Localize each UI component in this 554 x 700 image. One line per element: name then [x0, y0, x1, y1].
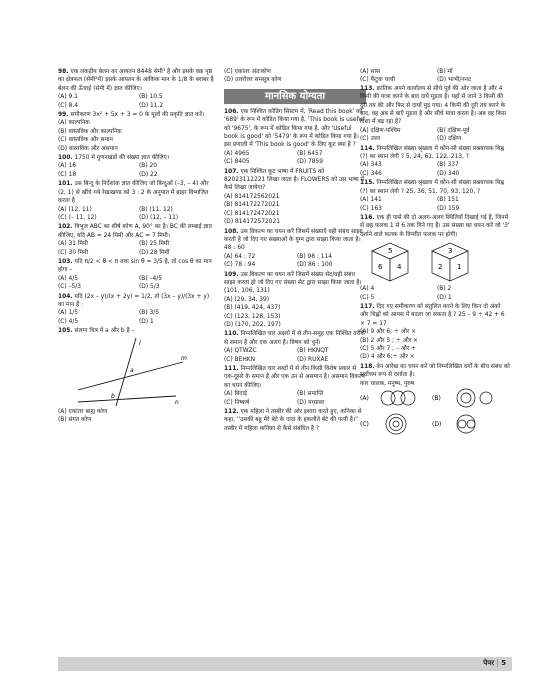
- option-b[interactable]: (B) 337: [437, 162, 459, 169]
- option-d[interactable]: (D) वास्तविक और असमान: [58, 145, 118, 152]
- options: [58, 93, 216, 110]
- question-105: [58, 327, 216, 424]
- question-number: 116.: [360, 214, 375, 221]
- question-103: [58, 258, 216, 292]
- question-number: 117.: [360, 303, 375, 310]
- question-number: 114.: [360, 145, 375, 152]
- options: [224, 390, 366, 407]
- option-b[interactable]: (B) 25 मिमी: [139, 241, 169, 248]
- paper-label: पेपर: [483, 659, 495, 667]
- options: [360, 161, 510, 178]
- question-118: [360, 363, 510, 436]
- option-c[interactable]: (C) 30 मिमी: [58, 249, 89, 256]
- option-c[interactable]: (C) 78 : 94: [224, 262, 256, 269]
- question-text: क्रांतिक अपने कार्यालय से सीधे पूर्व की ओर जाता है और 4 किमी की यात्रा करने के बाद दायें मुड़ता है। यहाँ से जाने 3 किमी की दूरी तय की और फिर से दायाँ मुड़ गया। 4 किमी की दूरी तय करने के बाद, वह अब से बाएँ मुड़ता है और सीधे यात्रा करता है। अब वह किस दिशा में बढ़ रहा है?: [360, 85, 506, 126]
- page-number: 5: [501, 659, 506, 667]
- line-n: [78, 396, 176, 402]
- option-b[interactable]: (B) HKNQT: [297, 348, 329, 355]
- label-a: a: [130, 366, 134, 374]
- question-number: 102.: [58, 224, 73, 231]
- option-c[interactable]: (C) उत्तर: [360, 136, 381, 143]
- question-102: [58, 223, 216, 257]
- option-d[interactable]: (D) मध्यावर: [297, 399, 325, 406]
- question-117: [360, 303, 510, 362]
- label-b: b: [111, 392, 115, 400]
- question-number: 112.: [224, 409, 239, 416]
- option-d[interactable]: (D) 340: [437, 170, 460, 177]
- option-b[interactable]: (B) संगत कोण: [58, 417, 92, 423]
- option-d[interactable]: (D) 22: [139, 171, 158, 178]
- question-114: [360, 145, 510, 179]
- carryover-options: [360, 68, 510, 85]
- option-a[interactable]: (A) (12, 11): [58, 206, 92, 213]
- option-b[interactable]: (B) 10.5: [139, 94, 163, 101]
- question-text: वेन आरेख का चयन करें जो निम्नलिखित वर्गों के बीच संबंध को सर्वोत्तम रूप से दर्शाता है।: [360, 363, 510, 379]
- question-text: समीकरण 3x² + 5x + 3 = 0 के मूलों की प्रकृति ज्ञात करें।: [70, 112, 205, 119]
- column-1: [58, 68, 216, 425]
- option-a[interactable]: (A) विदाई: [224, 391, 247, 398]
- question-98: [58, 68, 216, 110]
- option-d[interactable]: (D) 7859: [297, 159, 323, 166]
- option-a[interactable]: (A) 9 और 6; ÷ और ×: [360, 329, 417, 336]
- options: [360, 127, 510, 144]
- die-1-left: 6: [378, 263, 383, 272]
- options: [58, 275, 216, 292]
- option-d[interactable]: (D) RUXAE: [297, 356, 329, 363]
- question-109: [224, 271, 366, 330]
- question-text: संलग्न चित्र में a और b है –: [74, 328, 135, 335]
- option-b[interactable]: (B) 2: [437, 286, 452, 293]
- die-1-right: 4: [397, 263, 402, 272]
- option-b[interactable]: (B) 20: [139, 163, 158, 170]
- question-104: [58, 293, 216, 327]
- option-b[interactable]: (B) (419, 424, 437): [224, 305, 281, 312]
- question-text: निम्नलिखित चार अक्षरों में से तीन-समूह एक निश्चित तरीके से समान हैं और एक अलग है। विषम को चुनें।: [224, 331, 366, 346]
- option-a[interactable]: (A) 4: [360, 286, 375, 293]
- option-d[interactable]: (D) 814172572021: [224, 219, 280, 226]
- venn-diagram-a[interactable]: [381, 391, 415, 405]
- option-d[interactable]: (D) दक्षिण: [437, 136, 462, 143]
- question-text: 1750 में गुणनखंडों की संख्या ज्ञात कीजिए।: [74, 155, 170, 162]
- option-c[interactable]: (C) 5: [360, 294, 375, 301]
- venn-diagram-b[interactable]: [457, 389, 492, 407]
- question-110: [224, 330, 366, 364]
- options: [224, 296, 366, 330]
- option-c[interactable]: (C) 5 और 7 ; – और +: [360, 345, 417, 352]
- option-b[interactable]: (B) 2 और 5 ; ÷ और ×: [360, 337, 418, 344]
- question-text: निम्नलिखित चार शब्दों में से तीन किसी विशेष प्रकार से एक-दूसरे के समान हैं और एक उन से असमान है। असमान विकल्प का चयन कीजिए।: [224, 366, 365, 389]
- option-c[interactable]: (C) 346: [360, 170, 382, 177]
- option-b[interactable]: (B) 98 : 114: [297, 253, 332, 260]
- question-number: 118.: [360, 363, 375, 370]
- option-a[interactable]: (A) 16: [58, 163, 76, 170]
- venn-option-c-label[interactable]: (C): [360, 421, 369, 428]
- question-number: 101.: [58, 181, 73, 188]
- option-d[interactable]: (D) 4 और 6;÷ और ×: [360, 354, 415, 361]
- question-text: उस विकल्प का चयन करें जिसमें संख्याएँ वही संबंध साझा करती है जो दिए गए संख्याओं के युग्म द्वारा साझा किया जाता है। 48 : 60: [224, 228, 363, 252]
- option-c[interactable]: (C) निष्कर्ष: [224, 399, 250, 406]
- option-a[interactable]: (A) 9.1: [58, 94, 78, 101]
- question-107: [224, 168, 366, 227]
- options: [58, 162, 216, 179]
- question-number: 104.: [58, 293, 73, 300]
- options: [58, 309, 216, 326]
- question-111: [224, 365, 366, 407]
- option-b[interactable]: (B) दक्षिण-पूर्व: [437, 127, 470, 134]
- question-116: [360, 214, 510, 302]
- option-d[interactable]: (D) 5/3: [139, 284, 160, 291]
- question-number: 115.: [360, 180, 375, 187]
- option-a[interactable]: (A) (29, 34, 39): [224, 296, 270, 303]
- option-c[interactable]: (C) 163: [360, 205, 382, 212]
- option-a[interactable]: (A) 1/5: [58, 310, 78, 317]
- section-heading: मानसिक योग्यता: [224, 89, 366, 104]
- question-number: 111.: [224, 366, 239, 372]
- options: [360, 285, 510, 302]
- venn-options-figure: [360, 388, 510, 436]
- option-a[interactable]: (A) काल्पनिक: [58, 120, 90, 127]
- option-c[interactable]: (C) (– 11, 12): [58, 214, 97, 221]
- question-106: [224, 108, 366, 167]
- question-subtext: कार चालक, मनुष्य, पुरुष: [360, 380, 415, 387]
- option-b[interactable]: (B) 3/5: [139, 310, 159, 317]
- question-text: एक लकड़ीय बेलन का आयतन 8448 सेमी³ है और इसके वक्र पृष्ठ का क्षेत्रफल (सेमी²में) इसके आयतन के आंकिक मान के 1/8 के बराबर है बेलन की ऊँचाई (सेमी में) ज्ञात कीजिए।: [58, 69, 214, 92]
- options: [58, 206, 216, 223]
- option-c[interactable]: (C) 18: [58, 171, 77, 178]
- die-1: [372, 243, 408, 281]
- question-text: उस विकल्प का चयन करें जिसमें संख्या सेट/वही संबंध साझा करता हो जो दिए गए संख्या सेट द्वारा साझा किया जाता है। (101, 106, 131): [224, 271, 362, 295]
- options: [224, 253, 366, 270]
- question-100: [58, 154, 216, 179]
- venn-option-b-label[interactable]: (B): [432, 395, 441, 402]
- question-text: एक ही पासे की दो अलग-अलग स्थितियाँ दिखाई गई हैं, जिनमें से छह फलक 1 से 6 तक गिने गए हैं। उस संख्या का चयन करें जो '3' दर्शाने वाले फलक के विपरीत फलक पर होगी।: [360, 214, 510, 238]
- question-text: दिए गए समीकरण को संतुलित करने के लिए किन दो अंकों और चिह्नों को आपस में बदला जा सकता है ? 25 – 9 ÷ 42 + 6 × 7 = 17: [360, 303, 505, 327]
- question-text: उस बिन्दु के निर्देशांक ज्ञात कीजिए जो बिन्दुओं (–3, – 4) और (2, 1) से खींचे गये रेखाखण्ड को 3 : 2 के अनुपात में बाहर विभाजित करता है: [58, 181, 209, 205]
- question-number: 103.: [58, 258, 73, 265]
- question-number: 107.: [224, 168, 239, 175]
- option-c[interactable]: (C) फैंटुक चाची: [360, 77, 396, 84]
- question-text: एक निश्चित कोडिंग सिस्टम में, 'Read this book' को '689' के रूप में कोडित किया गया है, 'This book is useful' को '9675', के रूप में कोडित किया गया है, और 'Useful book is good' को '5479' के रूप में कोडित किया गया है। इस प्रणाली में 'This book is good' के लिए कूट क्या है ?: [224, 108, 366, 149]
- option-b[interactable]: (B) 6457: [297, 150, 323, 157]
- option-b[interactable]: (B) (11, 12): [139, 206, 173, 213]
- question-number: 113.: [360, 85, 375, 92]
- label-n: n: [175, 398, 179, 406]
- question-text: यदि π/2 < θ < π तथा sin θ = 3/5 है, तो cos θ का मान होगा –: [58, 258, 212, 274]
- options: [224, 150, 366, 167]
- options: [360, 196, 510, 213]
- option-d[interactable]: (D) 86 : 100: [297, 262, 333, 269]
- question-113: [360, 85, 510, 144]
- footer-separator: [497, 659, 498, 667]
- page-footer: [58, 657, 512, 671]
- option-b[interactable]: (B) 151: [437, 197, 459, 204]
- option-c[interactable]: (C) 8405: [224, 159, 250, 166]
- options: [224, 193, 366, 227]
- option-d[interactable]: (D) भाभी/ननद: [437, 77, 471, 84]
- die-1-top: 5: [388, 247, 393, 256]
- option-b[interactable]: (B) समाप्ति: [297, 391, 324, 398]
- footer-label: [483, 659, 506, 668]
- option-d[interactable]: (D) 28 मिमी: [139, 249, 170, 256]
- label-m: m: [181, 354, 187, 362]
- option-b[interactable]: (B) वास्तविक और काल्पनिक: [58, 128, 122, 135]
- option-c[interactable]: (C) 814172472021: [224, 210, 280, 217]
- question-99: [58, 111, 216, 153]
- option-d[interactable]: (D) (170, 202, 197): [224, 321, 281, 328]
- options: [58, 119, 216, 153]
- venn-option-d-label[interactable]: (D): [432, 421, 442, 428]
- question-text: निम्नलिखित संख्या श्रृंखला में कौन-सी संख्या प्रश्नवाचक चिह्न (?) का स्थान लेगी ? 5, 24, 61, 122, 213, ?: [360, 145, 505, 161]
- option-c[interactable]: (C) वास्तविक और समान: [58, 137, 113, 144]
- option-b[interactable]: (B) –4/5: [139, 275, 162, 282]
- die-2: [432, 243, 468, 281]
- option-d[interactable]: (D) 1: [139, 318, 154, 325]
- option-a[interactable]: (A) सास: [360, 69, 380, 75]
- die-2-left: 2: [438, 263, 443, 272]
- option-d[interactable]: (D) उत्तरोत्तर समसूत्र कोण: [224, 77, 282, 84]
- question-number: 108.: [224, 228, 239, 235]
- option-c[interactable]: (C) (123, 128, 153): [224, 313, 281, 320]
- question-101: [58, 180, 216, 222]
- option-c[interactable]: (C) –5/3: [58, 284, 82, 291]
- option-a[interactable]: (A) एकांतर बाह्य कोण: [58, 408, 108, 415]
- option-a[interactable]: (A) 64 : 72: [224, 253, 256, 260]
- question-number: 100.: [58, 155, 73, 162]
- dice-figure: [360, 239, 500, 285]
- venn-option-a-label[interactable]: (A): [360, 395, 369, 402]
- die-2-right: 1: [457, 263, 462, 272]
- option-b[interactable]: (B) 814172272021: [224, 202, 280, 209]
- option-a[interactable]: (A) 4965: [224, 150, 250, 157]
- option-c[interactable]: (C) BEHKN: [224, 356, 256, 363]
- option-a[interactable]: (A) 343: [360, 162, 382, 169]
- question-text: निम्नलिखित संख्या श्रृंखला में कौन-सी संख्या प्रश्नवाचक चिह्न (?) का स्थान लेगी ? 25, 36, 51, 70, 93, 120, ?: [360, 180, 505, 195]
- option-a[interactable]: (A) QTWZC: [224, 348, 257, 355]
- option-c[interactable]: (C) 8.4: [58, 102, 78, 109]
- option-d[interactable]: (D) 11.2: [139, 102, 164, 109]
- venn-diagram-d[interactable]: [457, 415, 475, 433]
- option-d[interactable]: (D) 1: [437, 294, 452, 301]
- question-text: एक महिला ने तस्वीर की ओर इशारा करते हुए, कनिका से कहा, ''उसकी बहू मेरे बेटे के दादा के इकलौते बेटे की पत्नी है।'' तस्वीर में महिला कनिका से कैसे संबंधित है ?: [224, 409, 362, 432]
- carryover-options: [224, 68, 366, 85]
- question-number: 105.: [58, 328, 73, 335]
- question-text: एक निश्चित कूट भाषा में FRUITS को 82023112221 लिखा जाता है। FLOWERS को उस भाषा में कैसे लिखा जायेगा?: [224, 168, 365, 192]
- options: [58, 240, 216, 257]
- question-number: 106.: [224, 108, 239, 115]
- transversal-lines-figure: [58, 336, 208, 408]
- question-number: 98.: [58, 69, 69, 75]
- option-c[interactable]: (C) एकांतर अंतःकोण: [224, 69, 271, 75]
- option-d[interactable]: (D) (12, – 11): [139, 214, 179, 221]
- option-c[interactable]: (C) 4/5: [58, 318, 79, 325]
- options: [58, 408, 216, 425]
- die-2-top: 3: [448, 247, 453, 256]
- option-d[interactable]: (D) 159: [437, 205, 460, 212]
- option-a[interactable]: (A) दक्षिण-पश्चिम: [360, 127, 401, 134]
- option-a[interactable]: (A) 141: [360, 197, 382, 204]
- options: [224, 347, 366, 364]
- question-number: 110.: [224, 331, 239, 338]
- question-115: [360, 179, 510, 213]
- option-a[interactable]: (A) 814172562021: [224, 193, 280, 200]
- option-b[interactable]: (B) माँ: [437, 69, 453, 75]
- options: [360, 328, 510, 362]
- column-3: [360, 68, 510, 437]
- question-112: [224, 408, 366, 433]
- question-number: 99.: [58, 112, 69, 119]
- question-text: यदि (2x – y)/(x + 2y) = 1/2, तो (3x – y)/(3x + y) का मान है :: [58, 293, 210, 308]
- question-108: [224, 228, 366, 270]
- label-l: l: [139, 339, 141, 347]
- option-a[interactable]: (A) 4/5: [58, 275, 78, 282]
- option-a[interactable]: (A) 31 मिमी: [58, 241, 88, 248]
- column-2: [224, 68, 366, 434]
- venn-diagram-c[interactable]: [386, 414, 406, 434]
- question-number: 109.: [224, 271, 239, 278]
- question-text: त्रिभुज ABC का शीर्ष कोण A, 90° का है। BC की लम्बाई ज्ञात कीजिए, यदि AB = 24 मिमी और AC = 7 मिमी।: [58, 224, 212, 239]
